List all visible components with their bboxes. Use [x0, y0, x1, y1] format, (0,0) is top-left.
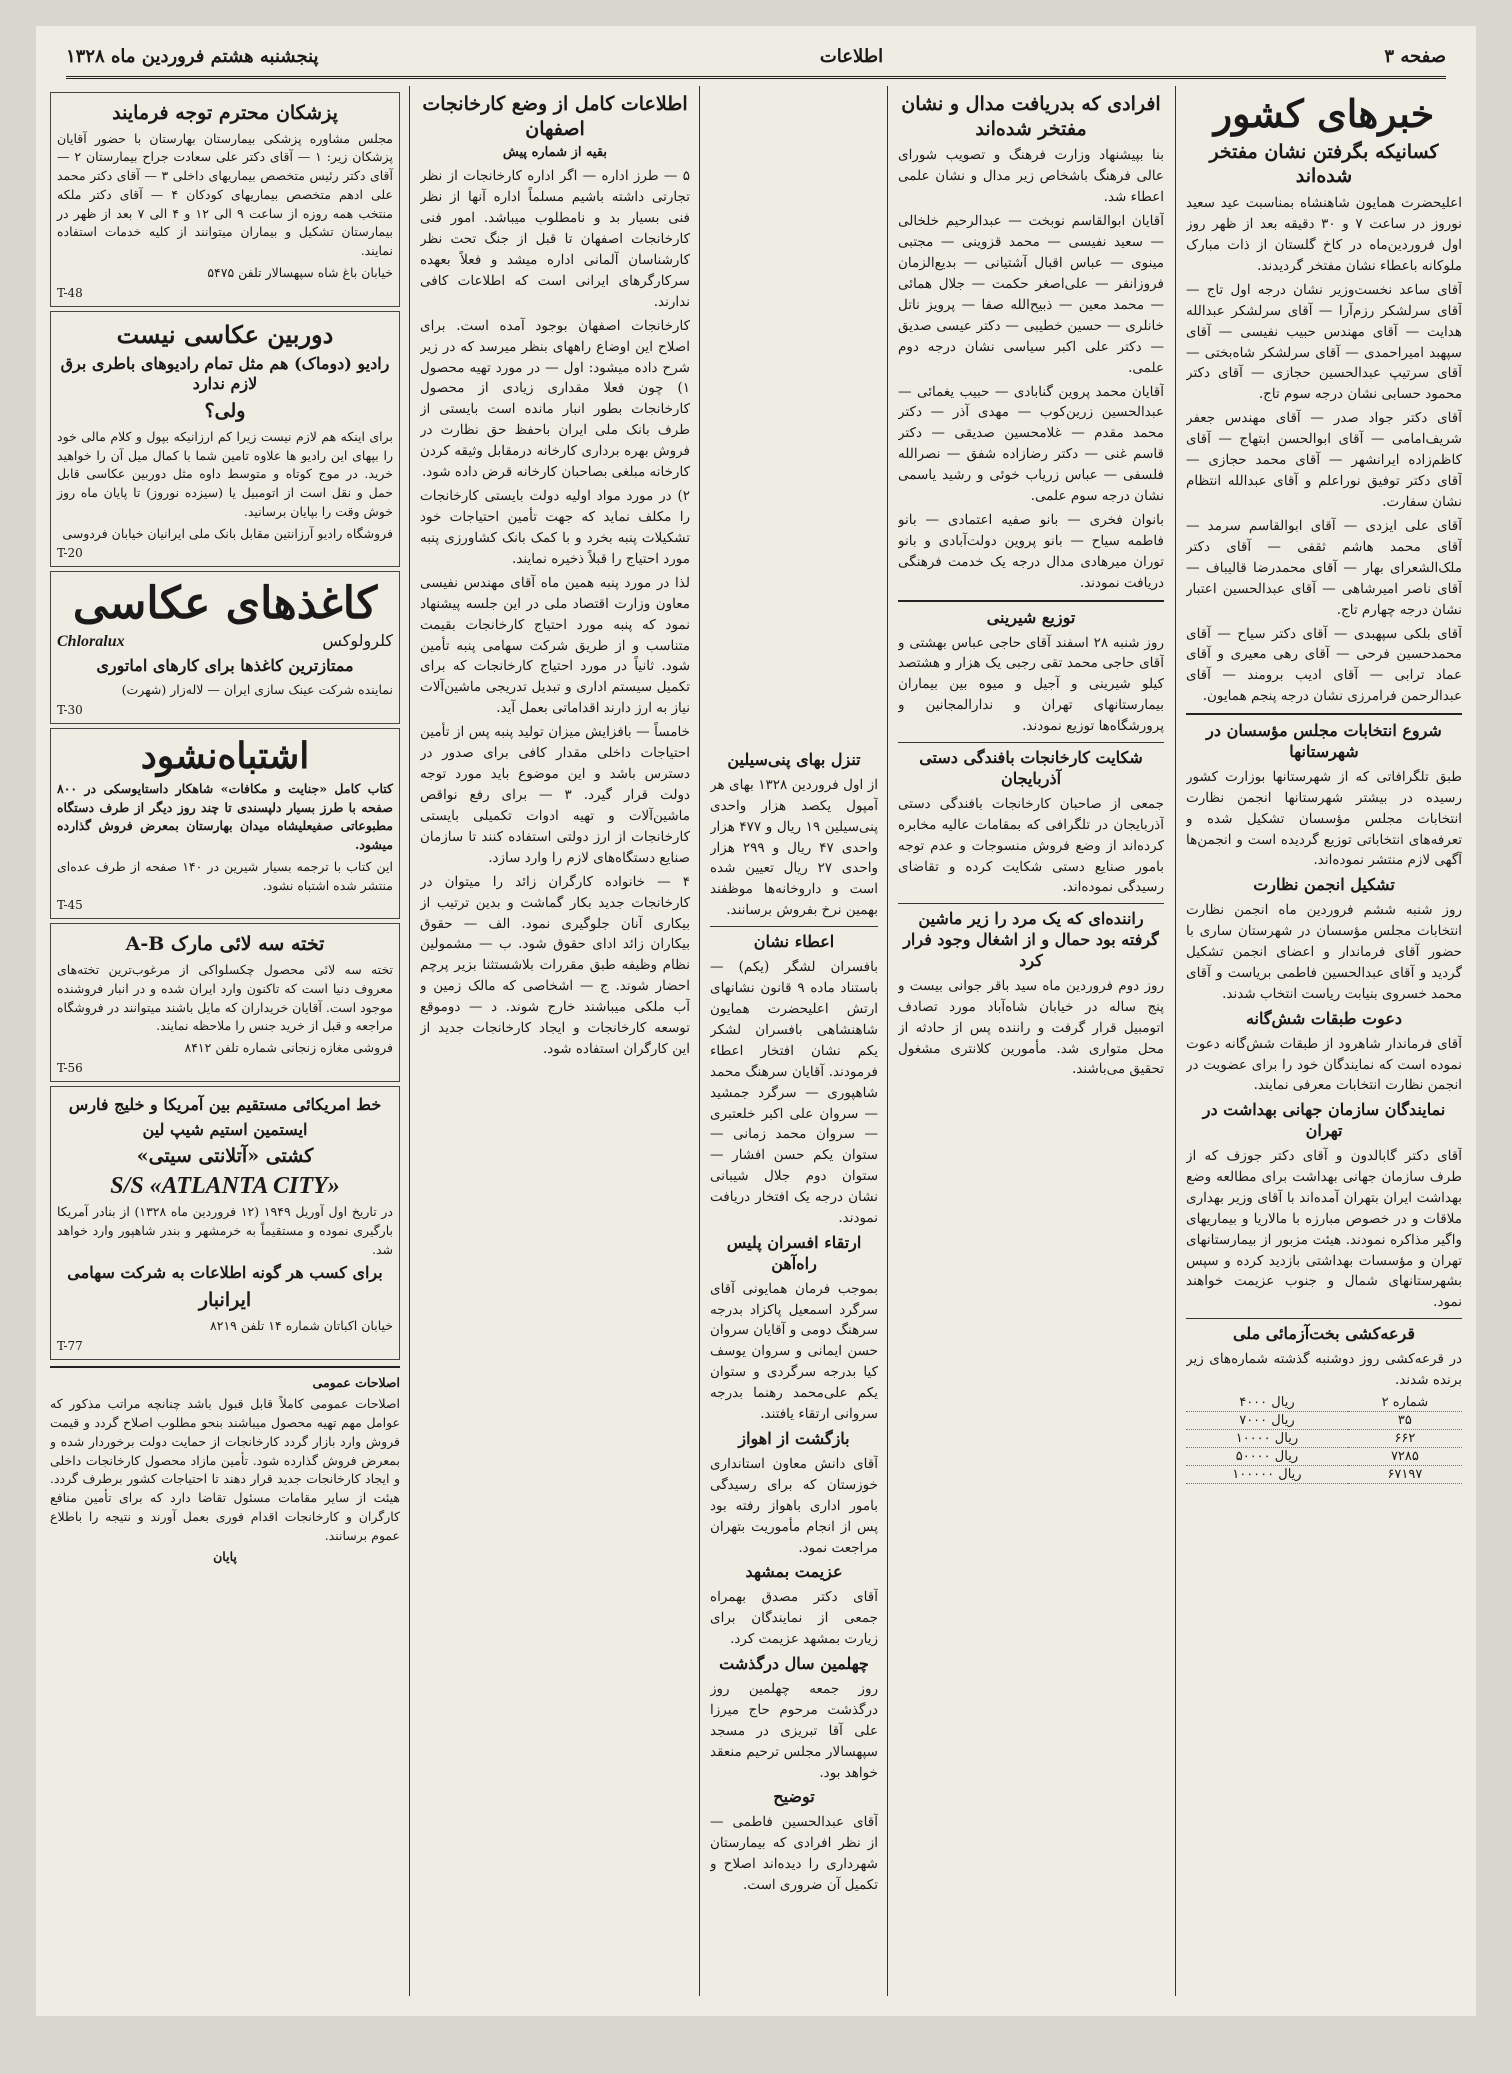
ad-headline: پزشکان محترم توجه فرمایند	[112, 102, 338, 124]
lottery-row	[1186, 1465, 1462, 1483]
article-headline: توزیع شیرینی	[986, 607, 1076, 627]
ad-radio	[50, 311, 400, 568]
article-body: آقای دانش معاون استانداری خوزستان که برای رسیدگی بامور اداری باهواز رفته بود پس از انجام مأموریت بتهران مراجعت نمود.	[710, 1455, 878, 1556]
ad-question: ولی؟	[204, 400, 246, 423]
column-isfahan-factories	[420, 88, 690, 1996]
article-body: آقایان محمد پروین گنابادی — حبیب یغمائی — عبدالحسین زرین‌کوب — مهدی آذر — دکتر محمد مقدم — غلامحسین صدیقی — دکتر قاسم غنی — دکتر رضازاده شفق — نصرالله فلسفی — عباس زریاب خوئی و رشید یاسمی نشان درجه سوم علمی.	[898, 383, 1164, 505]
ad-address: خیابان اکباتان شماره ۱۴ تلفن ۸۲۱۹	[210, 1317, 393, 1333]
article-body: ۲) در مورد مواد اولیه دولت بایستی کارخانجات را مکلف نماید که جهت تأمین احتیاجات خود تشکیلات پنبه بخرد و با کمک بانک کشاورزی پنبه مورد احتیاج را قبلاً ذخیره نمایند.	[420, 488, 690, 567]
article-body: بنا بپیشنهاد وزارت فرهنگ و تصویب شورای عالی فرهنگ باشخاص زیر مدال و نشان علمی اعطاء شد.	[898, 147, 1164, 206]
article-body: روز شنبه ششم فروردین ماه انجمن نظارت انتخابات مجلس مؤسسان در شهرستان ساری با حضور آقای فرماندار و اعضای انجمن تشکیل گردید و آقای عبدالحسین فاطمی بریاست و آقای محمد خسروی بنیابت ریاست انتخاب شدند.	[1186, 902, 1462, 1002]
article-body: روز شنبه ۲۸ اسفند آقای حاجی عباس بهشتی و آقای حاجی محمد تقی رجبی یک هزار و هشتصد کیلو شیرینی و آجیل و میوه بین بیماران بیمارستانهای تهران و ندارالمجانین و پرورشگاه‌ها توزیع نمودند.	[898, 634, 1164, 735]
ad-doctors	[50, 92, 400, 307]
article-headline: تنزل بهای پنی‌سیلین	[727, 750, 861, 769]
paper-name: اطلاعات	[819, 45, 884, 67]
brand-name-fa: کلرولوکس	[322, 631, 393, 651]
lottery-cell: ۶۶۲	[1348, 1429, 1462, 1447]
article-body: طبق تلگرافاتی که از شهرستانها بوزارت کشور رسیده در بیشتر شهرستانها انجمن نظارت انتخابات مجلس مؤسسان تشکیل شده و تعرفه‌های انتخاباتی توزیع گردیده است و انجمن‌ها آگهی لازم منتشر نموده‌اند.	[1186, 768, 1462, 869]
article-headline: شکایت کارخانجات بافندگی دستی آذربایجان	[919, 748, 1143, 788]
ad-company: ایرانبار	[198, 1289, 252, 1312]
brand-name: Chloralux	[57, 632, 125, 650]
article-body: لذا در مورد پنبه همین ماه آقای مهندس نفیسی معاون وزارت اقتصاد ملی در این جلسه پیشنهاد نمود که پنبه مورد احتیاج کارخانجات بقیمت متناسب و از طریق شرکت سهامی پنبه تأمین شود. ثانیاً در مورد احتیاج کارخانجات که برای تکمیل سیستم اداری و تبدیل تدریجی ماشین‌آلات نیاز به ارز دارند اقداماتی بعمل آید.	[420, 574, 690, 717]
lottery-cell: ریال ۵۰۰۰۰	[1186, 1447, 1348, 1465]
divider	[1186, 1318, 1462, 1319]
lottery-cell: ریال ۱۰۰۰۰۰	[1186, 1465, 1348, 1483]
ad-body: این کتاب با ترجمه بسیار شیرین در ۱۴۰ صفحه از طرف عده‌ای منتشر شده اشتباه نشود.	[57, 858, 393, 893]
article-body: کارخانجات اصفهان بوجود آمده است. برای اصلاح این اوضاع راههای بنظر میرسد که در زیر شرح داده میشود: اول — در مورد تهیه محصول ۱) چون فعلا مقداری زیادی از محصول کارخانجات بطور انبار مانده است بایستی از طرف بانک ملی ایران باحفظ حق نظارت در فروش بهره برداری کارخانه درمقابل وثیقه کردن کارخانه مبلغی بصاحبان کارخانه قرض داده شود.	[420, 317, 690, 481]
article-body: آقای دکتر مصدق بهمراه جمعی از نمایندگان برای زیارت بمشهد عزیمت کرد.	[710, 1589, 878, 1648]
article-headline: توضیح	[773, 1787, 815, 1807]
article-body: آقایان ابوالقاسم نوبخت — عبدالرحیم خلخالی — سعید نفیسی — محمد قزوینی — مجتبی مینوی — عباس اقبال آشتیانی — بدیع‌الزمان فروزانفر — علی‌اصغر حکمت — جلال همائی — محمد معین — ذبیح‌الله صفا — پرویز ناتل خانلری — حسین خطیبی — دکتر عیسی صدیق — دکتر علی اکبر سیاسی نشان درجه دوم علمی.	[898, 213, 1164, 376]
ad-body: برای اینکه هم لازم نیست زیرا کم ارزانیکه بپول و کلام مالی خود را بپهای این رادیو ها علاوه تامین شما با کمال میل آن را خواهید خرید. در موج کوتاه و متوسط داوه مثل دوربین عکاسی قابل حمل و نقل است از اتومبیل یا (سیزده نوروز) تا پایان ماه روز خوش وقت را بپایان برسانید.	[57, 428, 393, 519]
lottery-cell: ریال ۱۰۰۰۰	[1186, 1429, 1348, 1447]
divider	[898, 903, 1164, 904]
lottery-cell: ۷۲۸۵	[1348, 1447, 1462, 1465]
article-headline: ارتقاء افسران پلیس راه‌آهن	[726, 1233, 862, 1273]
article-headline: اطلاعات کامل از وضع کارخانجات اصفهان	[422, 93, 688, 140]
article-body: آقای فرماندار شاهرود از طبقات شش‌گانه دعوت نموده است که نمایندگان خود را برای عضویت در انجمن نظارت انتخابات معرفی نمایند.	[1186, 1035, 1462, 1094]
ad-body: کتاب کامل «جنایت و مکافات» شاهکار داستایوسکی در ۸۰۰ صفحه با طرز بسیار دلپسندی تا چند روز دیگر از طرف دستگاه مطبوعاتی صفیعلیشاه میدان بهارستان بمعرض فروش گذارده میشود.	[57, 780, 393, 853]
column-rule	[409, 86, 410, 1996]
newspaper-page	[36, 26, 1476, 2016]
ad-code: T-48	[57, 285, 83, 300]
ad-address: فروشی مغازه زنجانی شماره تلفن ۸۴۱۲	[184, 1040, 393, 1055]
column-rule	[699, 86, 700, 1996]
article-headline: بازگشت از اهواز	[738, 1429, 850, 1449]
article-headline: قرعه‌کشی بخت‌آزمائی ملی	[1232, 1324, 1416, 1344]
article-body: آقای دکتر جواد صدر — آقای مهندس جعفر شریف‌امامی — آقای ابوالحسن ابتهاج — آقای کاظم‌زاده ایرانشهر — آقای محمد حجازی — آقای دکتر توفیق نوراعلم و آقای عبدالله انتظام نشان سفارت.	[1186, 410, 1462, 510]
article-body: ۴ — خانواده کارگران زائد را میتوان در کارخانجات جدید بکار گماشت و بدین ترتیب از بیکاری آنان جلوگیری نمود. الف — حقوق بیکاران زائد ادای حقوق شود. ب — مشمولین نظام وظیفه طبق مقررات بلاشستثنا بزیر پرچم احضار شوند. ج — اشخاصی که مالک زمین و آب ملکی میباشند خارج شوند. د — دوموقع توسعه کارخانجات و ایجاد کارخانجات جدید از این کارگران استفاده شود.	[420, 873, 690, 1058]
article-headline: عزیمت بمشهد	[745, 1562, 843, 1582]
ad-body: در تاریخ اول آوریل ۱۹۴۹ (۱۲ فروردین ماه ۱۳۲۸) از بنادر آمریکا بارگیری نموده و مستقیماً به خرمشهر و بندر شاهپور وارد خواهد شد.	[57, 1204, 393, 1257]
ad-photo-paper	[50, 571, 400, 723]
ad-banner: اشتباه‌نشود	[140, 734, 310, 777]
ad-subheadline: ایستمین استیم شیپ لین	[142, 1119, 308, 1139]
lottery-row	[1186, 1394, 1462, 1412]
divider	[898, 742, 1164, 743]
article-headline: دعوت طبقات شش‌گانه	[1245, 1008, 1403, 1028]
section-title: خبرهای کشور	[1213, 91, 1435, 136]
ad-body: مجلس مشاوره پزشکی بیمارستان بهارستان با حضور آقایان پزشکان زیر: ۱ — آقای دکتر علی سعادت جراح بیمارستان ۲ — آقای دکتر رئیس متخصص بیماریهای داخلی ۳ — آقای دکتر محمد علی ادهم متخصص بیماریهای کودکان ۴ — آقای دکتر ملکه منتخب همه روزه از ساعت ۹ الی ۱۲ و ۴ الی ۷ بعد از ظهر در بیمارستان تشکیل و بیماران میتوانند از کلیه خدمات استفاده نمایند.	[57, 130, 394, 259]
article-body: آقای عبدالحسین فاطمی — از نظر افرادی که بیمارستان شهرداری را دیده‌اند اصلاح و تکمیل آن ضروری است.	[710, 1814, 878, 1894]
ad-subheadline: رادیو (دوماک) هم مثل تمام رادیوهای باطری برق لازم ندارد	[60, 353, 390, 394]
article-headline: اعطاء نشان	[753, 932, 835, 952]
column-rule	[1175, 86, 1176, 1996]
column-medals	[898, 88, 1164, 1996]
ad-headline: دوربین عکاسی نیست	[116, 319, 334, 349]
article-body: اصلاحات عمومی	[312, 1374, 400, 1390]
ad-address: فروشگاه رادیو آرزانتین مقابل بانک ملی ایرانیان خیابان فردوسی	[62, 525, 393, 541]
article-body: آقای ساعد نخست‌وزیر نشان درجه اول تاج — آقای سرلشکر رزم‌آرا — آقای سرلشکر عبدالله هدایت — آقای مهندس حبیب نفیسی — آقای سپهبد امیراحمدی — آقای سرلشکر شاه‌بختی — آقای سرتیپ عبدالحسین حجازی — آقای دکتر محمود حسابی نشان درجه سوم تاج.	[1186, 281, 1462, 403]
ad-banner: کاغذهای عکاسی	[72, 578, 378, 630]
lottery-cell: ۳۵	[1348, 1411, 1462, 1429]
ad-agent: نماینده شرکت عینک سازی ایران — لاله‌زار (شهرت)	[121, 682, 393, 698]
article-body: بموجب فرمان همایونی آقای سرگرد اسمعیل پاکزاد بدرجه سرهنگ دومی و آقایان سروان حسن ایمانی و سروان یوسف کیا بدرجه سرگردی و ستوان یکم علی‌محمد رهنما بدرجه سروانی ارتقاء یافتند.	[710, 1280, 878, 1423]
article-body: بانوان فخری — بانو صفیه اعتمادی — بانو فاطمه سیاح — بانو پروین دولت‌آبادی و بانو توران میرهادی مدال درجه یک خدمت فرهنگی دریافت نمودند.	[898, 512, 1164, 591]
lottery-cell: ۶۷۱۹۷	[1348, 1465, 1462, 1483]
issue-date: پنجشنبه هشتم فروردین ماه ۱۳۲۸	[66, 45, 319, 67]
article-body: آقای بلکی سپهبدی — آقای دکتر سیاح — آقای محمدحسین فرحی — آقای رهی معیری و آقای عماد ترابی — آقای ادیب برومند — آقای عبدالرحمن فرامرزی نشان درجه پنجم همایون.	[1186, 625, 1462, 705]
lottery-row	[1186, 1447, 1462, 1465]
article-body: آقای علی ایزدی — آقای ابوالقاسم سرمد — آقای محمد هاشم ثقفی — آقای دکتر ملک‌الشعرای بهار — آقای محمدرضا قالیباف — آقای ناصر امیرشاهی — آقای عبدالحسین اعتبار نشان درجه چهارم تاج.	[1186, 517, 1462, 618]
divider	[50, 1366, 400, 1368]
article-body: از اول فروردین ۱۳۲۸ بهای هر آمپول یکصد هزار واحدی پنی‌سیلین ۱۹ ریال و ۴۷۷ هزار واحدی ۴۷ ریال و ۲۹۹ هزار واحدی ۲۷ ریال تعیین شده است و داروخانه‌ها موظفند بهمین نرخ بفروش برسانند.	[710, 776, 878, 919]
ship-name-fa: کشتی «آتلانتی سیتی»	[136, 1145, 314, 1168]
ad-body: تخته سه لائی محصول چکسلواکی از مرغوب‌ترین تخته‌های معروف دنیا است که تاکنون وارد ایران شده و در انبار فروشنده موجود است. آقایان خریداران که مایل باشند میتوانند در فروشگاه مراجعه و قبل از خرید جنس را ملاحظه نمایند.	[57, 962, 393, 1034]
lottery-table	[1186, 1394, 1462, 1484]
masthead	[66, 36, 1446, 79]
lottery-cell: ریال ۷۰۰۰	[1186, 1411, 1348, 1429]
article-headline: افرادی که بدریافت مدال و نشان مفتخر شده‌اند	[901, 93, 1161, 140]
ad-address: خیابان باغ شاه سپهسالار تلفن ۵۴۷۵	[207, 264, 393, 280]
article-body: اصلاحات عمومی کاملاً قابل قبول باشد چنانچه مراتب مذکور که عوامل مهم تهیه محصول میباشند بنحو مطلوب اصلاح گردد و قیمت فروش وارد بازار گردد کارخانجات از حمایت دولت برخوردار شده و بمعرض فروش گذارده شود. تأمین مازاد محصول کارخانجات داخلی و ایجاد کارخانجات جدید قرار دهند تا احتیاجات کشور برطرف گردد. هیئت از سایر مقامات مسئول تقاضا دارد که برای تأمین منافع کارگران و کارخانجات اقدام فوری بعمل آورند و نتیجه را باطلاع عموم برسانند.	[50, 1396, 400, 1543]
page-number: صفحه ۳	[1384, 45, 1446, 67]
ad-book	[50, 728, 400, 920]
ad-shipping	[50, 1086, 400, 1360]
article-body: روز جمعه چهلمین روز درگذشت مرحوم حاج میرزا علی آقا تبریزی در مسجد سپهسالار مجلس ترحیم منعقد خواهد بود.	[710, 1680, 878, 1781]
lottery-cell: ریال ۴۰۰۰	[1186, 1394, 1348, 1412]
ad-agent: برای کسب هر گونه اطلاعات به شرکت سهامی	[67, 1263, 383, 1283]
article-headline: چهلمین سال درگذشت	[719, 1654, 869, 1674]
ad-plywood	[50, 923, 400, 1081]
divider	[710, 926, 878, 927]
column-advertisements	[50, 88, 400, 1996]
ad-headline: خط امریکائی مستقیم بین آمریکا و خلیج فارس	[68, 1094, 382, 1114]
ad-headline: تخته سه لائی مارک A-B	[125, 933, 325, 956]
ad-code: T-77	[57, 1338, 83, 1353]
article-headline: راننده‌ای که یک مرد را زیر ماشین گرفته بود حمال و از اشغال وجود فرار کرد	[903, 909, 1159, 970]
article-headline: نمایندگان سازمان جهانی بهداشت در تهران	[1202, 1100, 1446, 1141]
ad-code: T-20	[57, 546, 83, 561]
ad-code: T-56	[57, 1060, 83, 1075]
article-body: بافسران لشگر (یکم) — باستناد ماده ۹ قانون نشانهای ارتش اعلیحضرت همایون شاهنشاهی بافسران لشکر یکم نشان افتخار اعطاء فرمودند. آقایان سرهنگ محمد شاهپوری — سرگرد جمشید — سروان علی اکبر خلعتبری — سروان محمد زمانی — ستوان یکم حسن افشار — ستوان دوم جلال شیبانی نشان درجه یک افتخار دریافت نمودند.	[710, 959, 878, 1227]
article-headline: تشکیل انجمن نظارت	[1253, 875, 1395, 895]
ad-line: ممتازترین کاغذها برای کارهای اماتوری	[96, 656, 354, 676]
divider	[1186, 713, 1462, 715]
column-rule	[887, 86, 888, 1996]
article-headline: کسانیکه بگرفتن نشان مفتخر شده‌اند	[1209, 140, 1439, 188]
ad-code: T-30	[57, 702, 83, 717]
divider	[898, 600, 1164, 602]
article-body: جمعی از صاحبان کارخانجات بافندگی دستی آذربایجان در تلگرافی که بمقامات عالیه مخابره کرده‌اند از وضع فروش منسوجات و عدم توجه بامور صنایع دستی شکایت کرده و تقاضای رسیدگی نموده‌اند.	[898, 795, 1164, 896]
article-body: در قرعه‌کشی روز دوشنبه گذشته شماره‌های زیر برنده شدند.	[1186, 1351, 1462, 1389]
article-body: روز دوم فروردین ماه سید باقر جوانی بیست و پنج ساله در خیابان شاه‌آباد مورد تصادف اتومبیل قرار گرفت و راننده پس از حادثه از محل متواری شد. مأمورین کلانتری مشغول تحقیق می‌باشند.	[898, 977, 1164, 1078]
column-misc-news	[710, 746, 878, 1996]
ad-brand-row	[57, 631, 393, 652]
article-headline: شروع انتخابات مجلس مؤسسان در شهرستانها	[1206, 721, 1442, 761]
ship-name: S/S «ATLANTA CITY»	[110, 1173, 340, 1200]
lottery-row	[1186, 1429, 1462, 1447]
lottery-row	[1186, 1411, 1462, 1429]
lottery-cell: شماره ۲	[1348, 1394, 1462, 1412]
article-body: آقای دکتر گابالدون و آقای دکتر جوزف که از طرف سازمان جهانی بهداشت برای مطالعه وضع بهداشت ایران بتهران آمده‌اند با آقای وزیر بهداری ملاقات و در خصوص مبارزه با مالاریا و بیماریهای واگیر مذاکره نمودند. هیئت مزبور از بیمارستانهای تهران و مؤسسات بهداشتی بازدید کرده و سپس بشهرستانهای شمال و جنوب عزیمت خواهند نمود.	[1186, 1147, 1462, 1311]
article-body: خامساً — بافزایش میزان تولید پنبه پس از تأمین احتیاجات داخلی مقدار کافی برای صدور در دسترس باشد و این موضوع باید مورد توجه دولت قرار گیرد. ۳ — برای رفع نواقص ماشین‌آلات و تهیه ادوات تکمیلی بایستی کارخانجات از ارز دولتی استفاده کنند تا سازمان صنایع دستگاه‌های لازم را وارد سازد.	[420, 724, 690, 866]
article-body: ۵ — طرز اداره — اگر اداره کارخانجات از نظر تجارتی داشته باشیم مسلماً اداره آنها از نظر فنی بسیار بد و نامطلوب میباشد. امور فنی کارخانجات اصفهان تا قبل از جنگ تحت نظر کارشناسان آلمانی اداره میشد و فعلاً بعهده سرکارگرهای ایرانی است که اطلاعات کافی ندارند.	[420, 168, 690, 310]
article-end: پایان	[213, 1549, 237, 1565]
article-kicker: بقیه از شماره پیش	[502, 145, 608, 161]
column-domestic-news	[1186, 88, 1462, 1996]
ad-code: T-45	[57, 898, 83, 913]
article-body: اعلیحضرت همایون شاهنشاه بمناسبت عید سعید نوروز در ساعت ۷ و ۳۰ دقیقه بعد از ظهر روز اول فروردین‌ماه در کاخ گلستان از ذات مبارک ملوکانه باعطاء نشان مفتخر گردیدند.	[1186, 195, 1462, 274]
